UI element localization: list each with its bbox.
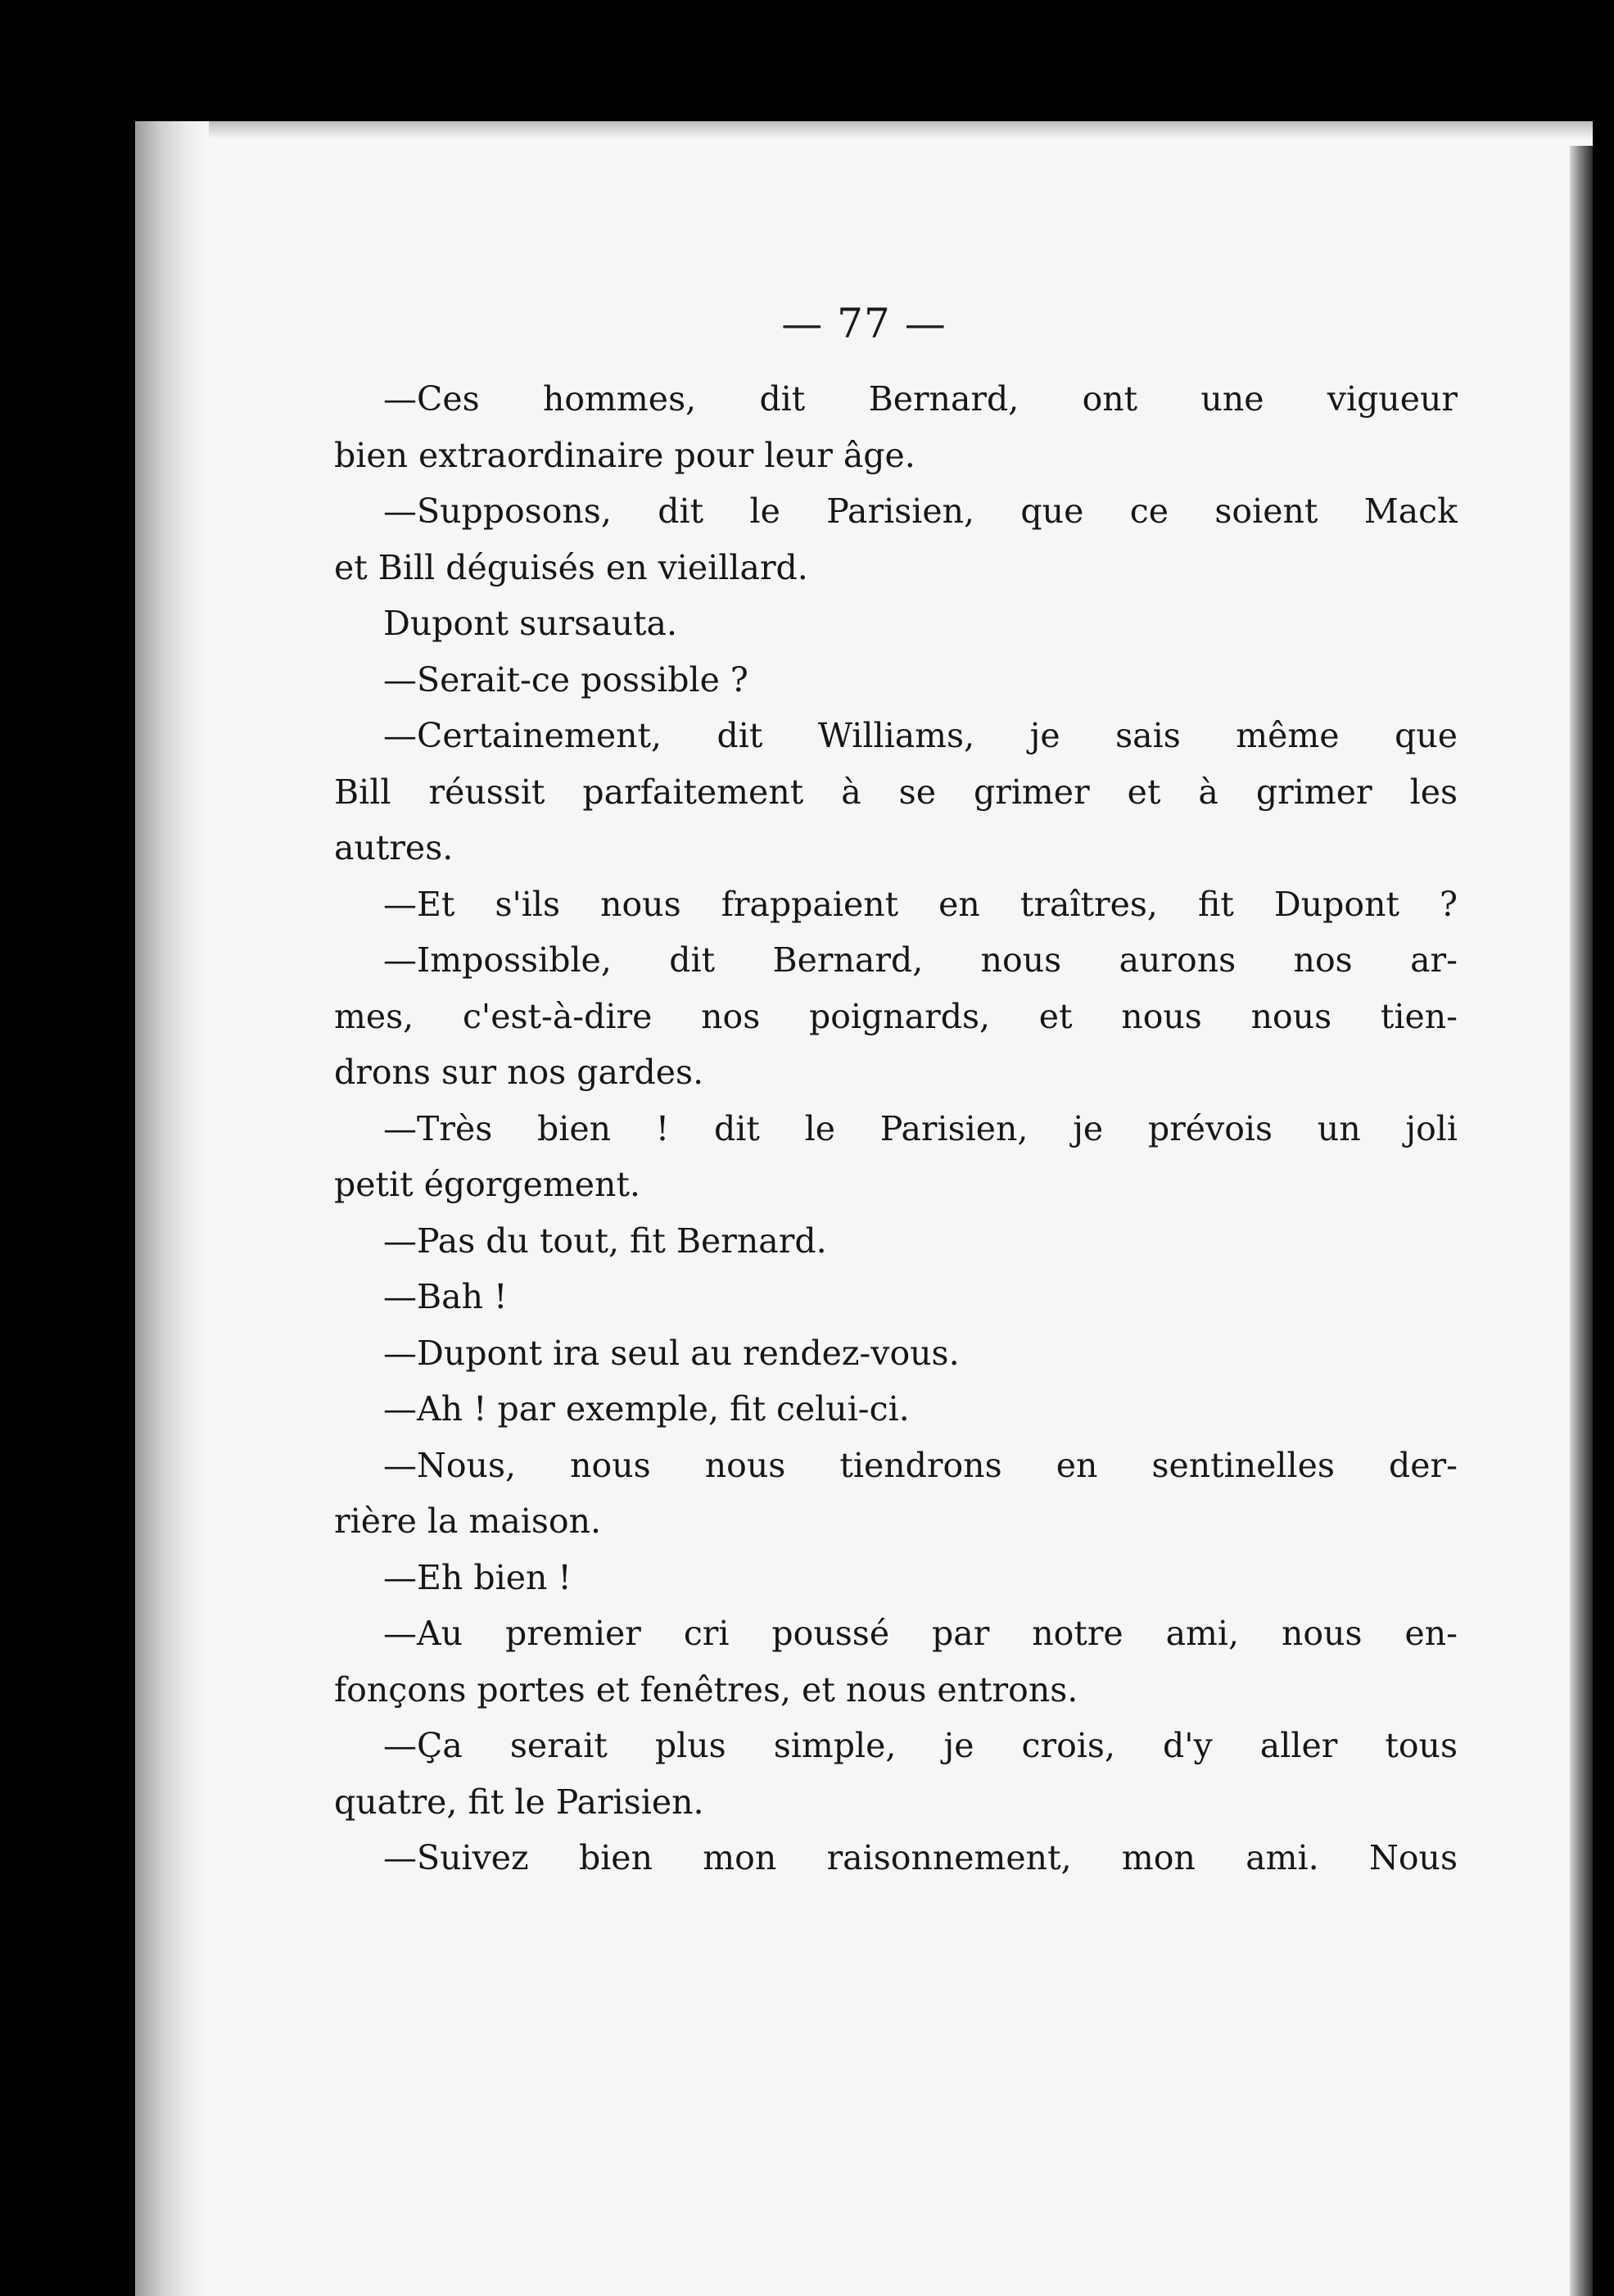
- text-line: —Dupont ira seul au rendez-vous.: [383, 1333, 960, 1373]
- text-line: Bill réussit parfaitement à se grimer et à grimer les: [334, 772, 1458, 812]
- text-line: —Suivez bien mon raisonnement, mon ami. Nous: [383, 1838, 1458, 1877]
- page-top-shadow: [135, 121, 1593, 139]
- text-line: —Ah ! par exemple, fit celui-ci.: [383, 1389, 910, 1429]
- text-line: —Au premier cri poussé par notre ami, nous en-: [383, 1614, 1458, 1653]
- text-line: —Et s'ils nous frappaient en traîtres, fit Dupont ?: [383, 884, 1458, 924]
- text-line: —Ça serait plus simple, je crois, d'y aller tous: [383, 1726, 1458, 1765]
- text-line: —Pas du tout, fit Bernard.: [383, 1220, 827, 1261]
- page-edge: [1570, 146, 1593, 2296]
- text-line: —Nous, nous nous tiendrons en sentinelles der-: [383, 1445, 1458, 1485]
- book-page: [135, 121, 1593, 2296]
- text-line: drons sur nos gardes.: [334, 1053, 704, 1092]
- text-line: petit égorgement.: [334, 1165, 640, 1204]
- text-line: quatre, fit le Parisien.: [334, 1782, 704, 1822]
- text-line: fonçons portes et fenêtres, et nous entrons.: [334, 1669, 1078, 1710]
- text-line: —Très bien ! dit le Parisien, je prévois un joli: [383, 1108, 1458, 1148]
- body-text: [334, 371, 1458, 1886]
- text-line: Dupont sursauta.: [383, 604, 678, 643]
- text-line: bien extraordinaire pour leur âge.: [334, 435, 916, 475]
- text-line: —Eh bien !: [383, 1557, 572, 1597]
- text-line: —Bah !: [383, 1277, 508, 1316]
- page-number: — 77 —: [781, 300, 947, 347]
- text-line: —Ces hommes, dit Bernard, ont une vigueur: [383, 379, 1458, 419]
- page-gutter: [135, 121, 209, 2296]
- text-line: mes, c'est-à-dire nos poignards, et nous nous tien-: [334, 996, 1458, 1036]
- text-line: —Serait-ce possible ?: [383, 659, 748, 700]
- text-line: et Bill déguisés en vieillard.: [334, 547, 808, 587]
- text-line: rière la maison.: [334, 1501, 602, 1541]
- text-line: —Supposons, dit le Parisien, que ce soient Mack: [383, 491, 1458, 531]
- text-line: —Certainement, dit Williams, je sais même que: [383, 716, 1458, 755]
- text-line: autres.: [334, 828, 454, 867]
- text-line: —Impossible, dit Bernard, nous aurons nos ar-: [383, 940, 1458, 980]
